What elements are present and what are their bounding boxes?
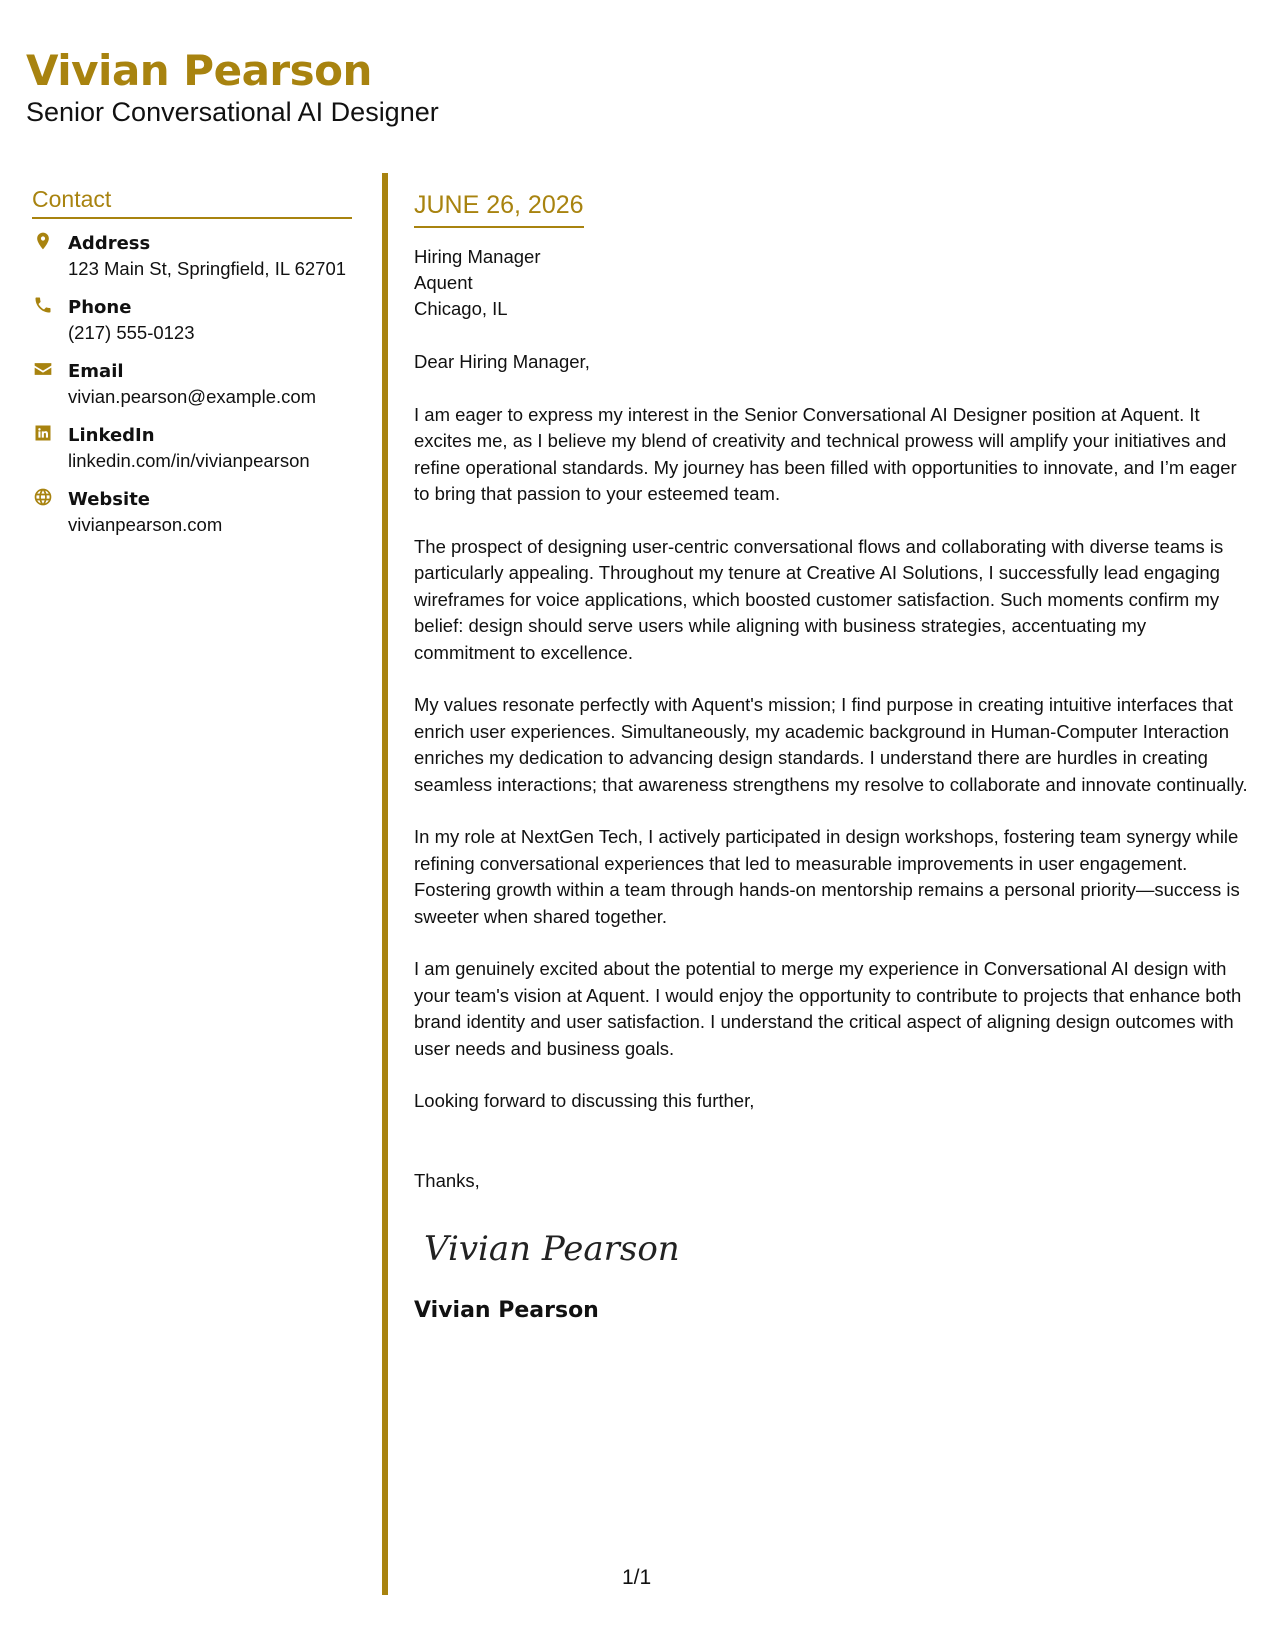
body-paragraph: In my role at NextGen Tech, I actively participated in design workshops, fostering team synergy while refining conversational experiences that led to measurable improvements in user engagement. Fostering growth within a team through hands-on mentorship remains a personal priority—success is sweeter when shared together. [414, 826, 1240, 927]
recipient-line: Chicago, IL [414, 298, 508, 319]
page-number: 1/1 [622, 1566, 652, 1589]
website-value: vivianpearson.com [68, 514, 223, 535]
recipient-block [414, 244, 1249, 322]
applicant-title: Senior Conversational AI Designer [26, 97, 439, 128]
signer-name: Vivian Pearson [414, 1298, 599, 1323]
signoff: Thanks, [414, 1169, 480, 1191]
phone-icon [32, 295, 54, 317]
letter-date: JUNE 26, 2026 [414, 190, 584, 228]
letter-body [414, 190, 1249, 1325]
contact-heading: Contact [32, 186, 352, 219]
contact-item-linkedin [32, 423, 352, 473]
contact-item-address [32, 231, 352, 281]
contact-label: Website [68, 489, 151, 510]
envelope-icon [32, 359, 54, 381]
contact-item-website [32, 487, 352, 537]
contact-item-phone [32, 295, 352, 345]
vertical-divider [382, 173, 388, 1595]
address-value: 123 Main St, Springfield, IL 62701 [68, 258, 347, 279]
contact-item-email [32, 359, 352, 409]
linkedin-value: linkedin.com/in/vivianpearson [68, 450, 310, 471]
contact-label: LinkedIn [68, 425, 155, 446]
letter-header [26, 46, 439, 129]
body-paragraph: I am genuinely excited about the potential to merge my experience in Conversational AI design with your team's vision at Aquent. I would enjoy the opportunity to contribute to projects that enhance both brand identity and user satisfaction. I understand the critical aspect of aligning design outcomes with user needs and business goals. [414, 958, 1242, 1059]
closing-line: Looking forward to discussing this further, [414, 1090, 755, 1111]
body-paragraph: My values resonate perfectly with Aquent's mission; I find purpose in creating intuitive interfaces that enrich user experiences. Simultaneously, my academic background in Human-Computer Interaction enriches my dedication to advancing design standards. I understand there are hurdles in creating seamless interactions; that awareness strengthens my resolve to collaborate and innovate continually. [414, 694, 1248, 795]
contact-label: Email [68, 361, 124, 382]
signature-text: Vivian Pearson [424, 1229, 680, 1269]
applicant-name: Vivian Pearson [26, 46, 372, 95]
handwritten-signature [422, 1220, 1249, 1276]
email-value: vivian.pearson@example.com [68, 386, 317, 407]
contact-label: Phone [68, 297, 132, 318]
map-pin-icon [32, 231, 54, 253]
body-paragraph: The prospect of designing user-centric conversational flows and collaborating with diverse teams is particularly appealing. Throughout my tenure at Creative AI Solutions, I successfully lead engaging wireframes for voice applications, which boosted customer satisfaction. Such moments confirm my belief: design should serve users while aligning with business strategies, accentuating my commitment to excellence. [414, 535, 1224, 663]
linkedin-icon [32, 423, 54, 445]
salutation: Dear Hiring Manager, [414, 351, 590, 372]
recipient-line: Aquent [414, 272, 473, 293]
contact-sidebar [32, 186, 352, 551]
globe-icon [32, 487, 54, 509]
recipient-line: Hiring Manager [414, 246, 541, 267]
contact-label: Address [68, 233, 151, 254]
body-paragraph: I am eager to express my interest in the Senior Conversational AI Designer position at Aquent. It excites me, as I believe my blend of creativity and technical prowess will amplify your initiatives and refine operational standards. My journey has been filled with opportunities to innovate, and I’m eager to bring that passion to your esteemed team. [414, 403, 1237, 504]
phone-value: (217) 555-0123 [68, 322, 195, 343]
